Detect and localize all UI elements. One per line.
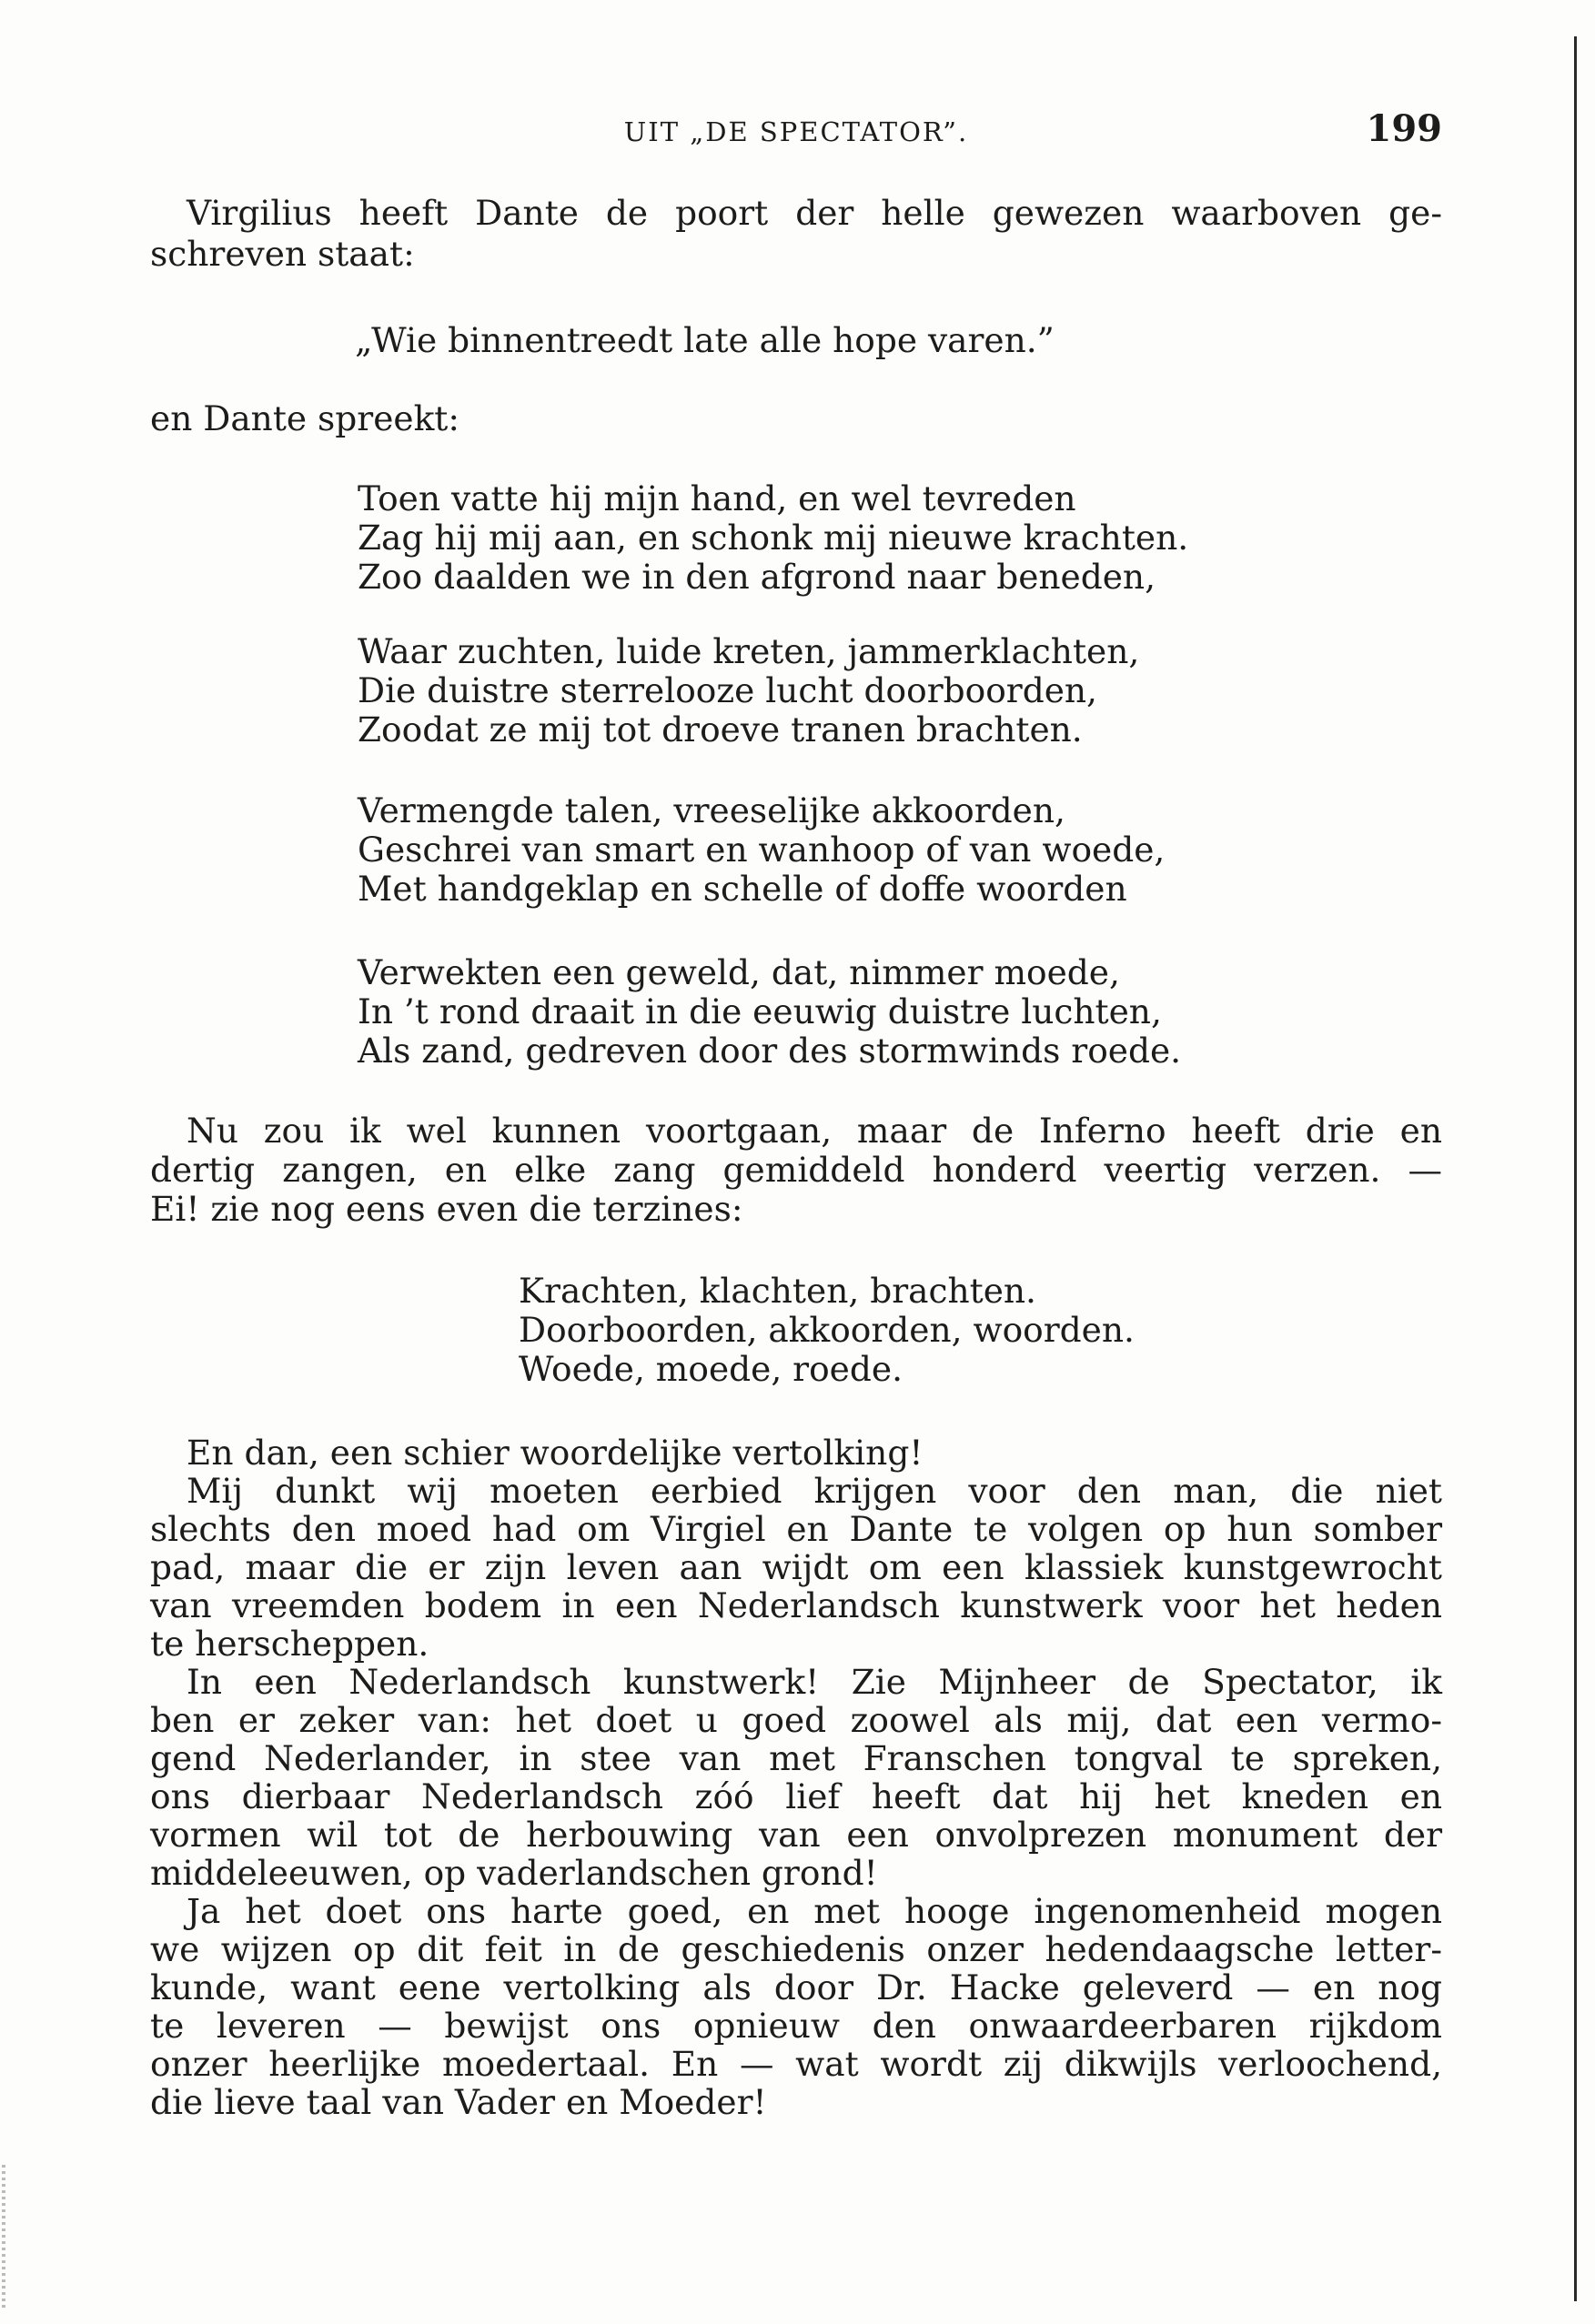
scan-border-left [2, 2165, 5, 2310]
verse-line: Met handgeklap en schelle of doffe woorden [358, 869, 1127, 909]
rhyme-list [519, 1272, 1338, 1389]
speaker-line [150, 398, 1442, 439]
verse-line: Verwekten een geweld, dat, nimmer moede, [358, 952, 1120, 992]
scan-border-right [1574, 36, 1577, 2301]
text-line: In een Nederlandsch kunstwerk! Zie Mijnheer de Spectator, ik [187, 1662, 1442, 1702]
verse-stanza-4 [358, 953, 1358, 1071]
verse-line: Zoodat ze mij tot droeve tranen brachten. [358, 709, 1083, 750]
text-line: en Dante spreekt: [150, 398, 460, 438]
verse-line: Waar zuchten, luide kreten, jammerklachten, [358, 631, 1140, 671]
text-line: ben er zeker van: het doet u goed zoowel als mij, dat een vermo- [150, 1700, 1442, 1740]
verse-stanza-1 [358, 479, 1358, 597]
intro-paragraph [150, 193, 1442, 275]
text-line: ons dierbaar Nederlandsch zóó lief heeft dat hij het kneden en [150, 1776, 1442, 1816]
verse-line: Als zand, gedreven door des stormwinds roede. [358, 1031, 1182, 1071]
quote-line: „Wie binnentreedt late alle hope varen.” [355, 320, 1055, 360]
page-header [150, 107, 1442, 153]
text-line: pad, maar die er zijn leven aan wijdt om een klassiek kunstgewrocht [150, 1547, 1442, 1587]
text-line: Mij dunkt wij moeten eerbied krijgen voor den man, die niet [187, 1471, 1442, 1511]
closing-section [150, 1434, 1442, 2121]
text-line: we wijzen op dit feit in de geschiedenis onzer hedendaagsche letter- [150, 1929, 1442, 1969]
page-number: 199 [1366, 107, 1442, 150]
rhyme-line: Krachten, klachten, brachten. [519, 1271, 1036, 1311]
verse-line: Zag hij mij aan, en schonk mij nieuwe krachten. [358, 518, 1189, 558]
verse-line: Geschrei van smart en wanhoop of van woede, [358, 830, 1166, 870]
verse-line: In ’t rond draait in die eeuwig duistre luchten, [358, 991, 1162, 1031]
inscription-quote [355, 320, 1174, 361]
text-line: Ja het doet ons harte goed, en met hooge ingenomenheid mogen [187, 1891, 1442, 1931]
verse-line: Vermengde talen, vreeselijke akkoorden, [358, 790, 1065, 830]
text-line: gend Nederlander, in stee van met Franschen tongval te spreken, [150, 1738, 1442, 1778]
verse-line: Toen vatte hij mijn hand, en wel tevreden [358, 478, 1076, 518]
verse-line: Zoo daalden we in den afgrond naar beneden, [358, 557, 1156, 597]
text-line: te herscheppen. [150, 1624, 429, 1664]
text-line: dertig zangen, en elke zang gemiddeld honderd veertig verzen. — [150, 1150, 1442, 1190]
running-head: UIT „DE SPECTATOR”. [623, 116, 969, 147]
text-line: van vreemden bodem in een Nederlandsch kunstwerk voor het heden [150, 1585, 1442, 1625]
text-line: slechts den moed had om Virgiel en Dante te volgen op hun somber [150, 1509, 1442, 1549]
text-line: En dan, een schier woordelijke vertolking! [187, 1433, 924, 1473]
text-line: kunde, want eene vertolking als door Dr. Hacke geleverd — en nog [150, 1967, 1442, 2007]
text-line: schreven staat: [150, 234, 415, 274]
text-line: Nu zou ik wel kunnen voortgaan, maar de Inferno heeft drie en [187, 1111, 1442, 1151]
text-line: die lieve taal van Vader en Moeder! [150, 2082, 767, 2122]
text-line: te leveren — bewijst ons opnieuw den onwaardeerbaren rijkdom [150, 2006, 1442, 2046]
text-line: vormen wil tot de herbouwing van een onvolprezen monument der [150, 1815, 1442, 1855]
verse-line: Die duistre sterrelooze lucht doorboorden, [358, 670, 1097, 710]
text-line: Ei! zie nog eens even die terzines: [150, 1189, 743, 1229]
text-line: onzer heerlijke moedertaal. En — wat wordt zij dikwijls verloochend, [150, 2044, 1442, 2084]
rhyme-line: Doorboorden, akkoorden, woorden. [519, 1310, 1135, 1350]
verse-stanza-2 [358, 632, 1358, 750]
text-line: middeleeuwen, op vaderlandschen grond! [150, 1853, 878, 1893]
verse-stanza-3 [358, 791, 1358, 909]
rhyme-line: Woede, moede, roede. [519, 1349, 903, 1389]
paragraph-nu [150, 1112, 1442, 1229]
text-line: Virgilius heeft Dante de poort der helle gewezen waarboven ge- [187, 193, 1442, 233]
